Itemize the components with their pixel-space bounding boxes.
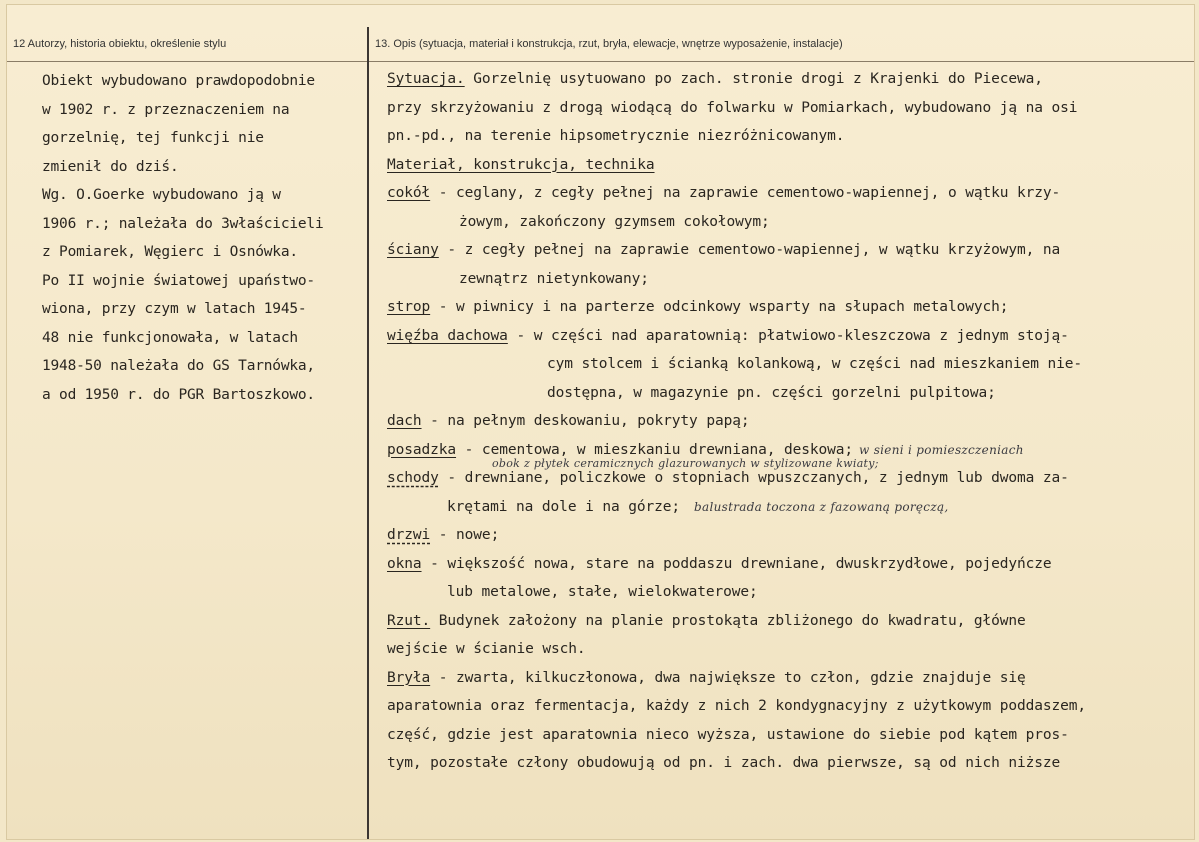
description-line: żowym, zakończony gzymsem cokołowym; bbox=[459, 213, 770, 230]
label-strop: strop bbox=[387, 299, 431, 315]
description-line: cokół - ceglany, z cegły pełnej na zaprawie cementowo-wapiennej, o wątku krzy- bbox=[387, 185, 1061, 201]
history-line: Obiekt wybudowano prawdopodobnie bbox=[42, 73, 315, 89]
description-line: Bryła - zwarta, kilkuczłonowa, dwa największe to człon, gdzie znajduje się bbox=[387, 669, 1026, 686]
description-line: część, gdzie jest aparatownia nieco wyższa, ustawione do siebie pod kątem pros- bbox=[387, 726, 1069, 743]
history-line: zmienił do dziś. bbox=[42, 158, 179, 175]
label-dach: dach bbox=[387, 413, 422, 429]
description-line: posadzka - cementowa, w mieszkaniu drewniana, deskowa; w sieni i pomieszczeniach obok z płytek ceramicznych glazurowanych w stylizowane kwiaty; bbox=[387, 436, 1197, 465]
description-line: ściany - z cegły pełnej na zaprawie cementowo-wapiennej, w wątku krzyżowym, na bbox=[387, 242, 1061, 258]
description-line: krętami na dole i na górze; balustrada toczona z fazowaną poręczą, bbox=[447, 498, 949, 515]
description-line: okna - większość nowa, stare na poddaszu drewniane, dwuskrzydłowe, pojedyńcze bbox=[387, 555, 1052, 572]
description-column bbox=[387, 65, 1197, 778]
description-line: strop - w piwnicy i na parterze odcinkowy wsparty na słupach metalowych; bbox=[387, 299, 1009, 315]
description-line: dostępna, w magazynie pn. części gorzelni pulpitowa; bbox=[547, 384, 996, 401]
label-drzwi: drzwi bbox=[387, 527, 431, 543]
header-divider bbox=[7, 61, 1194, 62]
description-line: schody - drewniane, policzkowe o stopniach wpuszczanych, z jednym lub dwoma za- bbox=[387, 470, 1069, 486]
heading-material: Materiał, konstrukcja, technika bbox=[387, 156, 655, 173]
history-line: wiona, przy czym w latach 1945- bbox=[42, 301, 307, 317]
history-line: Po II wojnie światowej upaństwo- bbox=[42, 272, 315, 289]
description-line: pn.-pd., na terenie hipsometrycznie niezróżnicowanym. bbox=[387, 128, 845, 144]
label-sciany: ściany bbox=[387, 242, 439, 258]
description-line: aparatownia oraz fermentacja, każdy z nich 2 kondygnacyjny z użytkowym poddaszem, bbox=[387, 698, 1087, 714]
history-line: 1906 r.; należała do 3właścicieli bbox=[42, 215, 324, 232]
description-line bbox=[387, 151, 1197, 180]
label-wiezba: więźba dachowa bbox=[387, 327, 508, 344]
section-12-header: 12 Autorzy, historia obiektu, określenie stylu bbox=[13, 38, 227, 50]
history-line: w 1902 r. z przeznaczeniem na bbox=[42, 101, 290, 118]
description-line: przy skrzyżowaniu z drogą wiodącą do folwarku w Pomiarkach, wybudowano ją na osi bbox=[387, 99, 1078, 116]
description-line: tym, pozostałe człony obudowują od pn. i zach. dwa pierwsze, są od nich niższe bbox=[387, 755, 1061, 771]
history-line: gorzelnię, tej funkcji nie bbox=[42, 130, 264, 146]
label-posadzka: posadzka bbox=[387, 441, 457, 458]
column-divider bbox=[367, 27, 369, 839]
label-cokol: cokół bbox=[387, 185, 431, 201]
description-line: Sytuacja. Gorzelnię usytuowano po zach. stronie drogi z Krajenki do Piecewa, bbox=[387, 71, 1043, 87]
description-line: dach - na pełnym deskowaniu, pokryty papą; bbox=[387, 413, 750, 429]
description-line: zewnątrz nietynkowany; bbox=[459, 270, 649, 287]
handwritten-note: obok z płytek ceramicznych glazurowanych w stylizowane kwiaty; bbox=[492, 456, 879, 470]
history-line: 48 nie funkcjonowała, w latach bbox=[42, 329, 298, 346]
history-column bbox=[42, 67, 367, 409]
description-line: cym stolcem i ścianką kolankową, w części nad mieszkaniem nie- bbox=[547, 356, 1083, 372]
handwritten-note: w sieni i pomieszczeniach bbox=[859, 442, 1024, 457]
history-line: a od 1950 r. do PGR Bartoszkowo. bbox=[42, 386, 315, 403]
heading-sytuacja: Sytuacja. bbox=[387, 71, 465, 87]
description-line: Rzut. Budynek założony na planie prostokąta zbliżonego do kwadratu, główne bbox=[387, 612, 1026, 629]
description-line: lub metalowe, stałe, wielokwaterowe; bbox=[447, 584, 758, 600]
heading-bryla: Bryła bbox=[387, 669, 431, 686]
history-line: z Pomiarek, Węgierc i Osnówka. bbox=[42, 244, 298, 260]
handwritten-note: balustrada toczona z fazowaną poręczą, bbox=[694, 499, 949, 514]
history-line: 1948-50 należała do GS Tarnówka, bbox=[42, 358, 315, 374]
index-card bbox=[6, 4, 1195, 840]
section-13-header: 13. Opis (sytuacja, materiał i konstrukcja, rzut, bryła, elewacje, wnętrze wyposażenie, instalacje) bbox=[375, 38, 843, 50]
history-line: Wg. O.Goerke wybudowano ją w bbox=[42, 187, 281, 203]
description-line: więźba dachowa - w części nad aparatownią: płatwiowo-kleszczowa z jednym stoją- bbox=[387, 327, 1069, 344]
label-okna: okna bbox=[387, 555, 422, 572]
description-line: wejście w ścianie wsch. bbox=[387, 641, 586, 657]
heading-rzut: Rzut. bbox=[387, 612, 431, 629]
label-schody: schody bbox=[387, 470, 439, 486]
description-line: drzwi - nowe; bbox=[387, 527, 500, 543]
